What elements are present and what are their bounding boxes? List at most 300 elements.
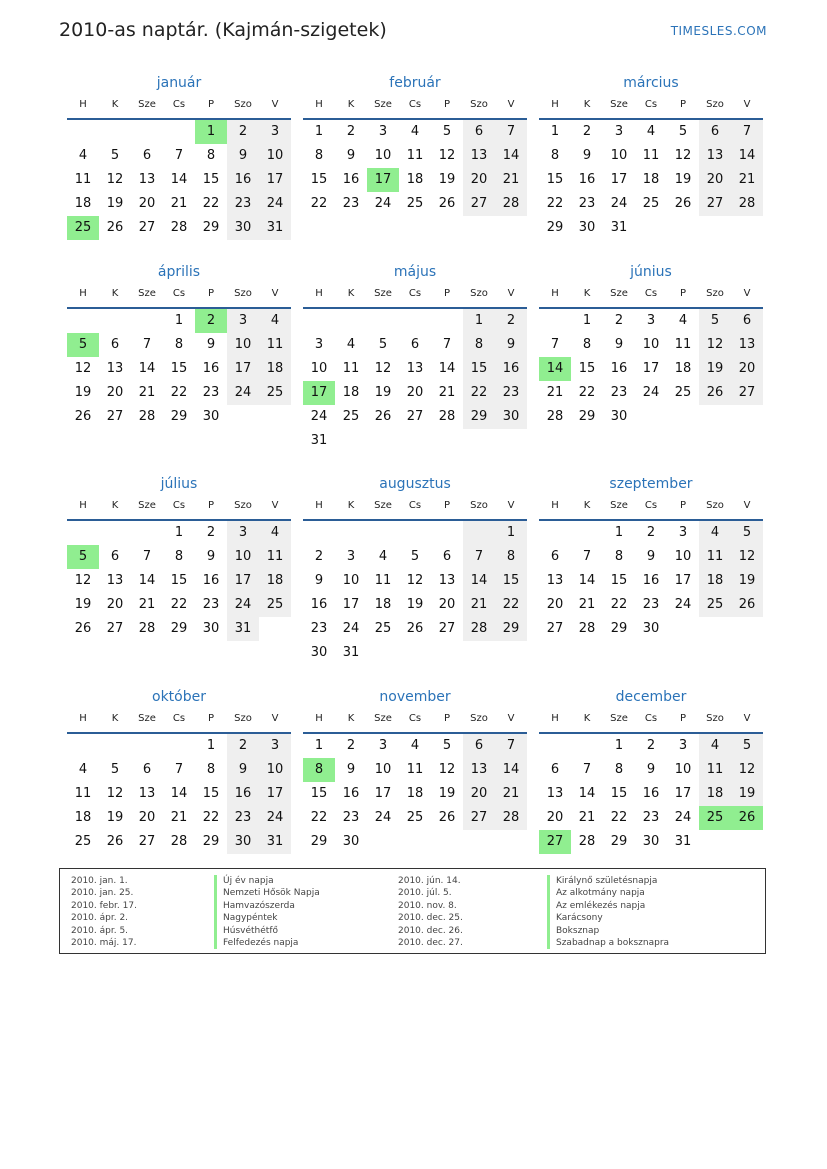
- weekday-label: H: [315, 500, 323, 511]
- day-cell: 2: [495, 309, 527, 333]
- day-cell: 22: [495, 593, 527, 617]
- day-cell: 12: [438, 148, 456, 163]
- day-cell: 19: [731, 782, 763, 806]
- weekday-label: P: [207, 99, 215, 110]
- month-name: január: [156, 75, 202, 91]
- day-cell: 26: [406, 621, 424, 636]
- day-cell: 7: [174, 762, 184, 777]
- day-cell: 21: [578, 597, 596, 612]
- day-cell: 21: [170, 810, 188, 825]
- day-cell: 20: [546, 597, 564, 612]
- day-cell: 23: [227, 192, 259, 216]
- day-cell: 6: [442, 549, 452, 564]
- day-cell: 15: [202, 786, 220, 801]
- weekday-label: P: [679, 288, 687, 299]
- weekday-label: Sze: [374, 99, 392, 110]
- day-cell: 26: [106, 834, 124, 849]
- month-name: október: [152, 689, 206, 705]
- weekday-label: V: [271, 713, 279, 724]
- day-cell: 12: [674, 148, 692, 163]
- day-cell: 1: [614, 525, 624, 540]
- weekday-label: V: [743, 713, 751, 724]
- empty-day-cell: [367, 641, 399, 665]
- legend-date: 2010. júl. 5.: [398, 888, 452, 899]
- holiday-day-cell: 17: [303, 381, 335, 405]
- weekday-label: P: [207, 500, 215, 511]
- day-cell: 11: [342, 361, 360, 376]
- weekday-label: Szo: [470, 500, 488, 511]
- legend-date: 2010. ápr. 5.: [71, 925, 129, 936]
- weekday-label: K: [347, 713, 355, 724]
- empty-day-cell: [699, 617, 731, 641]
- day-cell: 12: [731, 758, 763, 782]
- legend-holiday-name: Királynő születésnapja: [547, 875, 669, 887]
- empty-day-cell: [399, 429, 431, 453]
- day-cell: 3: [314, 337, 324, 352]
- day-cell: 28: [495, 806, 527, 830]
- day-cell: 2: [346, 124, 356, 139]
- day-cell: 7: [142, 337, 152, 352]
- weekday-label: Cs: [644, 288, 658, 299]
- day-cell: 21: [546, 385, 564, 400]
- weekday-label: H: [551, 713, 559, 724]
- day-cell: 11: [642, 148, 660, 163]
- day-cell: 15: [202, 172, 220, 187]
- day-cell: 7: [582, 762, 592, 777]
- day-cell: 8: [463, 333, 495, 357]
- day-cell: 28: [170, 834, 188, 849]
- day-cell: 17: [610, 172, 628, 187]
- day-cell: 2: [646, 525, 656, 540]
- month-7: [67, 471, 291, 641]
- weekday-label: Cs: [172, 288, 186, 299]
- day-cell: 7: [582, 549, 592, 564]
- day-cell: 31: [227, 617, 259, 641]
- day-cell: 22: [578, 385, 596, 400]
- legend-dates-left: [71, 875, 137, 949]
- empty-day-cell: [539, 309, 571, 333]
- empty-day-cell: [131, 120, 163, 144]
- day-cell: 8: [550, 148, 560, 163]
- month-name: április: [157, 264, 201, 280]
- day-cell: 30: [342, 834, 360, 849]
- weekday-label: K: [111, 99, 119, 110]
- day-grid: [303, 120, 527, 216]
- day-cell: 7: [174, 148, 184, 163]
- weekday-label: Cs: [172, 99, 186, 110]
- day-cell: 15: [310, 786, 328, 801]
- weekday-label: Szo: [234, 500, 252, 511]
- day-cell: 30: [578, 220, 596, 235]
- day-cell: 9: [346, 148, 356, 163]
- day-cell: 7: [495, 734, 527, 758]
- day-cell: 17: [674, 786, 692, 801]
- weekday-label: P: [679, 99, 687, 110]
- day-cell: 23: [610, 385, 628, 400]
- weekday-label: Szo: [234, 288, 252, 299]
- day-cell: 2: [206, 525, 216, 540]
- day-cell: 1: [206, 738, 216, 753]
- empty-day-cell: [495, 429, 527, 453]
- day-cell: 6: [410, 337, 420, 352]
- day-cell: 19: [674, 172, 692, 187]
- weekday-label: P: [443, 713, 451, 724]
- day-grid: [303, 521, 527, 665]
- day-cell: 18: [259, 357, 291, 381]
- day-cell: 8: [582, 337, 592, 352]
- day-cell: 25: [374, 621, 392, 636]
- day-cell: 29: [170, 621, 188, 636]
- empty-day-cell: [667, 216, 699, 240]
- weekday-label: P: [679, 713, 687, 724]
- day-cell: 23: [495, 381, 527, 405]
- day-cell: 14: [578, 786, 596, 801]
- day-cell: 9: [206, 549, 216, 564]
- weekday-label: Szo: [706, 713, 724, 724]
- day-cell: 9: [495, 333, 527, 357]
- day-grid: [67, 734, 291, 854]
- day-cell: 19: [699, 357, 731, 381]
- month-11: [303, 684, 527, 854]
- weekday-label: Sze: [138, 713, 156, 724]
- empty-day-cell: [463, 521, 495, 545]
- day-cell: 11: [259, 545, 291, 569]
- day-cell: 17: [259, 168, 291, 192]
- day-cell: 22: [202, 810, 220, 825]
- day-cell: 25: [406, 196, 424, 211]
- day-cell: 4: [78, 762, 88, 777]
- day-cell: 1: [495, 521, 527, 545]
- day-cell: 23: [227, 806, 259, 830]
- day-cell: 13: [699, 144, 731, 168]
- weekday-header: [303, 497, 527, 521]
- month-8: [303, 471, 527, 665]
- weekday-label: Sze: [138, 288, 156, 299]
- day-cell: 4: [259, 521, 291, 545]
- weekday-label: K: [347, 500, 355, 511]
- legend-holiday-name: Nemzeti Hősök Napja: [214, 887, 320, 899]
- empty-day-cell: [571, 734, 603, 758]
- month-name: december: [615, 689, 687, 705]
- day-cell: 8: [614, 762, 624, 777]
- empty-day-cell: [303, 521, 335, 545]
- holiday-legend: [59, 868, 766, 954]
- weekday-header: [539, 96, 763, 120]
- day-cell: 20: [731, 357, 763, 381]
- day-cell: 14: [495, 758, 527, 782]
- empty-day-cell: [399, 521, 431, 545]
- day-cell: 12: [699, 333, 731, 357]
- day-cell: 23: [310, 621, 328, 636]
- day-cell: 12: [106, 172, 124, 187]
- day-cell: 9: [614, 337, 624, 352]
- day-cell: 9: [314, 573, 324, 588]
- day-cell: 22: [202, 196, 220, 211]
- day-cell: 3: [227, 309, 259, 333]
- empty-day-cell: [227, 405, 259, 429]
- day-cell: 3: [646, 313, 656, 328]
- day-cell: 13: [463, 144, 495, 168]
- day-cell: 27: [138, 834, 156, 849]
- day-cell: 18: [642, 172, 660, 187]
- weekday-label: Sze: [374, 288, 392, 299]
- holiday-day-cell: 1: [195, 120, 227, 144]
- empty-day-cell: [67, 521, 99, 545]
- day-cell: 4: [78, 148, 88, 163]
- weekday-label: Cs: [644, 500, 658, 511]
- weekday-label: K: [111, 288, 119, 299]
- day-cell: 29: [610, 834, 628, 849]
- month-name: február: [389, 75, 441, 91]
- day-grid: [67, 309, 291, 429]
- empty-day-cell: [67, 120, 99, 144]
- day-cell: 5: [699, 309, 731, 333]
- day-cell: 22: [170, 597, 188, 612]
- weekday-header: [67, 96, 291, 120]
- weekday-label: Szo: [470, 288, 488, 299]
- weekday-label: H: [315, 713, 323, 724]
- weekday-label: Sze: [138, 500, 156, 511]
- weekday-label: Szo: [470, 713, 488, 724]
- month-1: [67, 70, 291, 240]
- day-cell: 30: [202, 621, 220, 636]
- day-cell: 24: [227, 593, 259, 617]
- legend-date: 2010. jún. 14.: [398, 876, 461, 886]
- legend-holiday-name: Húsvéthétfő: [214, 925, 320, 937]
- day-cell: 21: [170, 196, 188, 211]
- day-cell: 4: [699, 734, 731, 758]
- weekday-label: Sze: [138, 99, 156, 110]
- day-cell: 19: [106, 810, 124, 825]
- day-cell: 2: [346, 738, 356, 753]
- day-cell: 12: [406, 573, 424, 588]
- empty-day-cell: [539, 734, 571, 758]
- day-cell: 5: [442, 738, 452, 753]
- empty-day-cell: [99, 521, 131, 545]
- day-cell: 11: [699, 758, 731, 782]
- empty-day-cell: [367, 309, 399, 333]
- weekday-header: [539, 710, 763, 734]
- day-cell: 20: [106, 597, 124, 612]
- weekday-label: Cs: [644, 99, 658, 110]
- day-cell: 5: [442, 124, 452, 139]
- day-cell: 24: [374, 810, 392, 825]
- day-cell: 28: [546, 409, 564, 424]
- day-cell: 28: [138, 409, 156, 424]
- day-cell: 20: [438, 597, 456, 612]
- day-cell: 29: [202, 834, 220, 849]
- day-cell: 13: [546, 573, 564, 588]
- day-cell: 25: [642, 196, 660, 211]
- day-cell: 6: [731, 309, 763, 333]
- day-cell: 6: [110, 549, 120, 564]
- day-cell: 19: [74, 385, 92, 400]
- day-cell: 15: [610, 786, 628, 801]
- day-cell: 7: [731, 120, 763, 144]
- weekday-label: P: [443, 500, 451, 511]
- day-cell: 13: [546, 786, 564, 801]
- day-cell: 4: [699, 521, 731, 545]
- weekday-header: [303, 96, 527, 120]
- day-cell: 23: [642, 597, 660, 612]
- weekday-label: Sze: [374, 500, 392, 511]
- weekday-label: H: [79, 713, 87, 724]
- day-cell: 13: [731, 333, 763, 357]
- day-cell: 10: [642, 337, 660, 352]
- weekday-header: [303, 710, 527, 734]
- day-cell: 30: [642, 621, 660, 636]
- weekday-label: K: [111, 713, 119, 724]
- day-cell: 15: [463, 357, 495, 381]
- day-cell: 11: [699, 545, 731, 569]
- day-cell: 5: [678, 124, 688, 139]
- day-cell: 4: [646, 124, 656, 139]
- empty-day-cell: [495, 830, 527, 854]
- legend-holiday-name: Hamvazószerda: [214, 900, 320, 912]
- weekday-label: H: [551, 288, 559, 299]
- day-cell: 28: [438, 409, 456, 424]
- day-cell: 27: [546, 621, 564, 636]
- day-cell: 16: [578, 172, 596, 187]
- day-cell: 30: [642, 834, 660, 849]
- day-cell: 25: [342, 409, 360, 424]
- day-cell: 29: [310, 834, 328, 849]
- empty-day-cell: [399, 830, 431, 854]
- weekday-label: Szo: [470, 99, 488, 110]
- day-cell: 18: [342, 385, 360, 400]
- day-cell: 3: [678, 525, 688, 540]
- day-cell: 30: [227, 216, 259, 240]
- day-cell: 8: [495, 545, 527, 569]
- empty-day-cell: [99, 120, 131, 144]
- day-cell: 23: [578, 196, 596, 211]
- day-cell: 15: [546, 172, 564, 187]
- day-cell: 10: [310, 361, 328, 376]
- holiday-day-cell: 27: [539, 830, 571, 854]
- day-cell: 21: [495, 782, 527, 806]
- day-cell: 15: [170, 573, 188, 588]
- weekday-label: Sze: [374, 713, 392, 724]
- day-cell: 25: [259, 381, 291, 405]
- empty-day-cell: [335, 429, 367, 453]
- empty-day-cell: [67, 309, 99, 333]
- day-cell: 14: [138, 573, 156, 588]
- day-cell: 10: [674, 762, 692, 777]
- day-cell: 25: [699, 593, 731, 617]
- weekday-label: P: [207, 288, 215, 299]
- empty-day-cell: [635, 216, 667, 240]
- day-cell: 18: [74, 196, 92, 211]
- legend-date: 2010. jan. 1.: [71, 876, 128, 886]
- day-cell: 4: [678, 313, 688, 328]
- brand-link[interactable]: TIMESLES.COM: [670, 24, 767, 38]
- day-grid: [303, 734, 527, 854]
- day-cell: 27: [731, 381, 763, 405]
- day-cell: 24: [674, 597, 692, 612]
- day-cell: 3: [614, 124, 624, 139]
- day-cell: 1: [314, 738, 324, 753]
- weekday-label: V: [743, 500, 751, 511]
- day-cell: 2: [314, 549, 324, 564]
- day-cell: 30: [310, 645, 328, 660]
- day-cell: 26: [674, 196, 692, 211]
- day-cell: 10: [227, 545, 259, 569]
- day-cell: 16: [202, 361, 220, 376]
- day-cell: 6: [142, 762, 152, 777]
- day-cell: 14: [495, 144, 527, 168]
- day-cell: 23: [202, 385, 220, 400]
- day-cell: 13: [438, 573, 456, 588]
- legend-date: 2010. nov. 8.: [398, 900, 457, 911]
- empty-day-cell: [131, 521, 163, 545]
- day-cell: 29: [546, 220, 564, 235]
- day-cell: 19: [374, 385, 392, 400]
- day-cell: 11: [674, 337, 692, 352]
- day-cell: 5: [110, 148, 120, 163]
- legend-holiday-name: Boksznap: [547, 925, 669, 937]
- month-12: [539, 684, 763, 854]
- day-cell: 28: [170, 220, 188, 235]
- day-cell: 9: [206, 337, 216, 352]
- day-cell: 19: [731, 569, 763, 593]
- empty-day-cell: [431, 429, 463, 453]
- day-cell: 26: [699, 381, 731, 405]
- day-cell: 17: [259, 782, 291, 806]
- legend-holiday-name: Karácsony: [547, 912, 669, 924]
- day-cell: 8: [206, 762, 216, 777]
- day-cell: 30: [202, 409, 220, 424]
- month-10: [67, 684, 291, 854]
- weekday-header: [539, 285, 763, 309]
- holiday-day-cell: 5: [67, 333, 99, 357]
- legend-date: 2010. jan. 25.: [71, 888, 134, 899]
- empty-day-cell: [367, 429, 399, 453]
- day-cell: 5: [731, 734, 763, 758]
- weekday-label: Szo: [234, 713, 252, 724]
- day-cell: 4: [410, 738, 420, 753]
- day-cell: 6: [463, 120, 495, 144]
- day-cell: 2: [227, 734, 259, 758]
- day-cell: 19: [438, 786, 456, 801]
- day-cell: 19: [438, 172, 456, 187]
- day-cell: 9: [346, 762, 356, 777]
- day-cell: 11: [406, 762, 424, 777]
- empty-day-cell: [431, 830, 463, 854]
- month-6: [539, 259, 763, 429]
- weekday-label: Sze: [610, 713, 628, 724]
- weekday-label: Cs: [408, 713, 422, 724]
- day-cell: 26: [438, 196, 456, 211]
- day-cell: 29: [578, 409, 596, 424]
- day-cell: 16: [202, 573, 220, 588]
- empty-day-cell: [335, 309, 367, 333]
- empty-day-cell: [99, 309, 131, 333]
- day-cell: 10: [374, 148, 392, 163]
- empty-day-cell: [699, 830, 731, 854]
- weekday-label: Sze: [610, 99, 628, 110]
- day-cell: 7: [550, 337, 560, 352]
- day-cell: 6: [550, 762, 560, 777]
- day-cell: 24: [342, 621, 360, 636]
- month-name: március: [623, 75, 679, 91]
- day-cell: 24: [227, 381, 259, 405]
- empty-day-cell: [99, 734, 131, 758]
- empty-day-cell: [367, 521, 399, 545]
- day-cell: 9: [646, 762, 656, 777]
- day-grid: [67, 521, 291, 641]
- empty-day-cell: [667, 617, 699, 641]
- day-cell: 2: [227, 120, 259, 144]
